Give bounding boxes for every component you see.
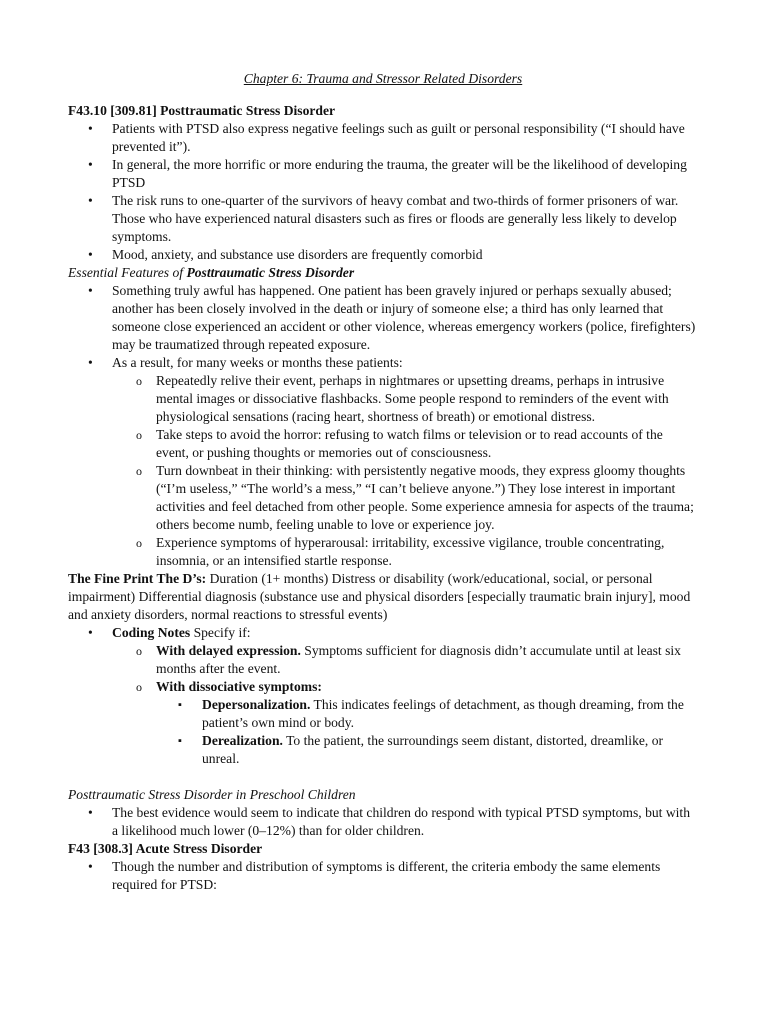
sublist-item: [156, 642, 698, 678]
delayed-text: Symptoms sufficient for diagnosis didn’t accumulate until at least six months after the event.: [156, 643, 681, 676]
depersonalization-label: Depersonalization.: [202, 697, 311, 712]
symptom-sublist: [112, 372, 698, 570]
coding-notes-label: Coding Notes: [112, 625, 191, 640]
dissociative-sublist: [156, 696, 698, 768]
essential-features-heading: [68, 264, 698, 282]
delayed-label: With delayed expression.: [156, 643, 301, 658]
list-item: • Though the number and distribution of symptoms is different, the criteria embody the same elements required for PTSD:: [112, 858, 698, 894]
dissociative-label: With dissociative symptoms:: [156, 679, 322, 694]
acute-stress-heading: F43 [308.3] Acute Stress Disorder: [68, 841, 263, 856]
ptsd-heading: F43.10 [309.81] Posttraumatic Stress Disorder: [68, 103, 336, 118]
depersonalization-text: This indicates feelings of detachment, as though dreaming, from the patient’s own mind or body.: [202, 697, 684, 730]
sublist-item: o Repeatedly relive their event, perhaps in nightmares or upsetting dreams, perhaps in intrusive mental images or dissociative flashbacks. Some people respond to reminders of the event with physiological sensations (racing heart, shortness of breath) or emotional distress.: [156, 372, 698, 426]
essential-features-bold: Posttraumatic Stress Disorder: [186, 265, 355, 280]
essential-features-prefix: Essential Features of: [68, 265, 187, 280]
fine-print-label: The Fine Print The D’s:: [68, 571, 207, 586]
list-item: [112, 354, 698, 570]
list-item-text: As a result, for many weeks or months these patients:: [112, 355, 403, 370]
list-item: • Patients with PTSD also express negative feelings such as guilt or personal responsibility (“I should have prevented it”).: [112, 120, 698, 156]
preschool-heading: Posttraumatic Stress Disorder in Preschool Children: [68, 787, 356, 802]
sublist-item: o Experience symptoms of hyperarousal: irritability, excessive vigilance, trouble concentrating, insomnia, or an intensified startle response.: [156, 534, 698, 570]
sublist-item: o Turn downbeat in their thinking: with persistently negative moods, they express gloomy thoughts (“I’m useless,” “The world’s a mess,” “I can’t believe anyone.”) They lose interest in important activities and feel detached from other people. Some experience amnesia for aspects of the trauma; others become numb, feeling unable to love or experience joy.: [156, 462, 698, 534]
acute-stress-list: [68, 858, 698, 894]
coding-notes-list: [68, 624, 698, 768]
list-item: • The risk runs to one-quarter of the survivors of heavy combat and two-thirds of former prisoners of war. Those who have experienced natural disasters such as fires or floods are generally less likely to develop symptoms.: [112, 192, 698, 246]
list-item: [112, 624, 698, 768]
sublist-item: [156, 678, 698, 768]
derealization-text: To the patient, the surroundings seem distant, distorted, dreamlike, or unreal.: [202, 733, 664, 766]
spacer: [68, 768, 698, 786]
derealization-label: Derealization.: [202, 733, 283, 748]
list-item: • Something truly awful has happened. One patient has been gravely injured or perhaps sexually abused; another has been closely involved in the death or injury of someone else; a third has only learned that someone close experienced an accident or other violence, whereas emergency workers (police, firefighters) may be traumatized through repeated exposure.: [112, 282, 698, 354]
list-item: • The best evidence would seem to indicate that children do respond with typical PTSD symptoms, but with a likelihood much lower (0–12%) than for older children.: [112, 804, 698, 840]
fine-print-text: Duration (1+ months) Distress or disability (work/educational, social, or personal impairment) Differential diagnosis (substance use and physical disorders [especially traumatic brain injury], mood and anxiety disorders, normal reactions to stressful events): [68, 571, 691, 622]
sub-sublist-item: [202, 732, 698, 768]
sub-sublist-item: [202, 696, 698, 732]
preschool-list: [68, 804, 698, 840]
list-item: • Mood, anxiety, and substance use disorders are frequently comorbid: [112, 246, 698, 264]
coding-specifiers: [112, 642, 698, 768]
list-item: • In general, the more horrific or more enduring the trauma, the greater will be the likelihood of developing PTSD: [112, 156, 698, 192]
coding-notes-text: Specify if:: [190, 625, 251, 640]
essential-features-list: [68, 282, 698, 570]
chapter-title: Chapter 6: Trauma and Stressor Related Disorders: [243, 71, 523, 86]
sublist-item: o Take steps to avoid the horror: refusing to watch films or television or to read accounts of the event, or pushing thoughts or memories out of consciousness.: [156, 426, 698, 462]
fine-print-paragraph: [68, 570, 698, 624]
ptsd-bullet-list: [68, 120, 698, 264]
